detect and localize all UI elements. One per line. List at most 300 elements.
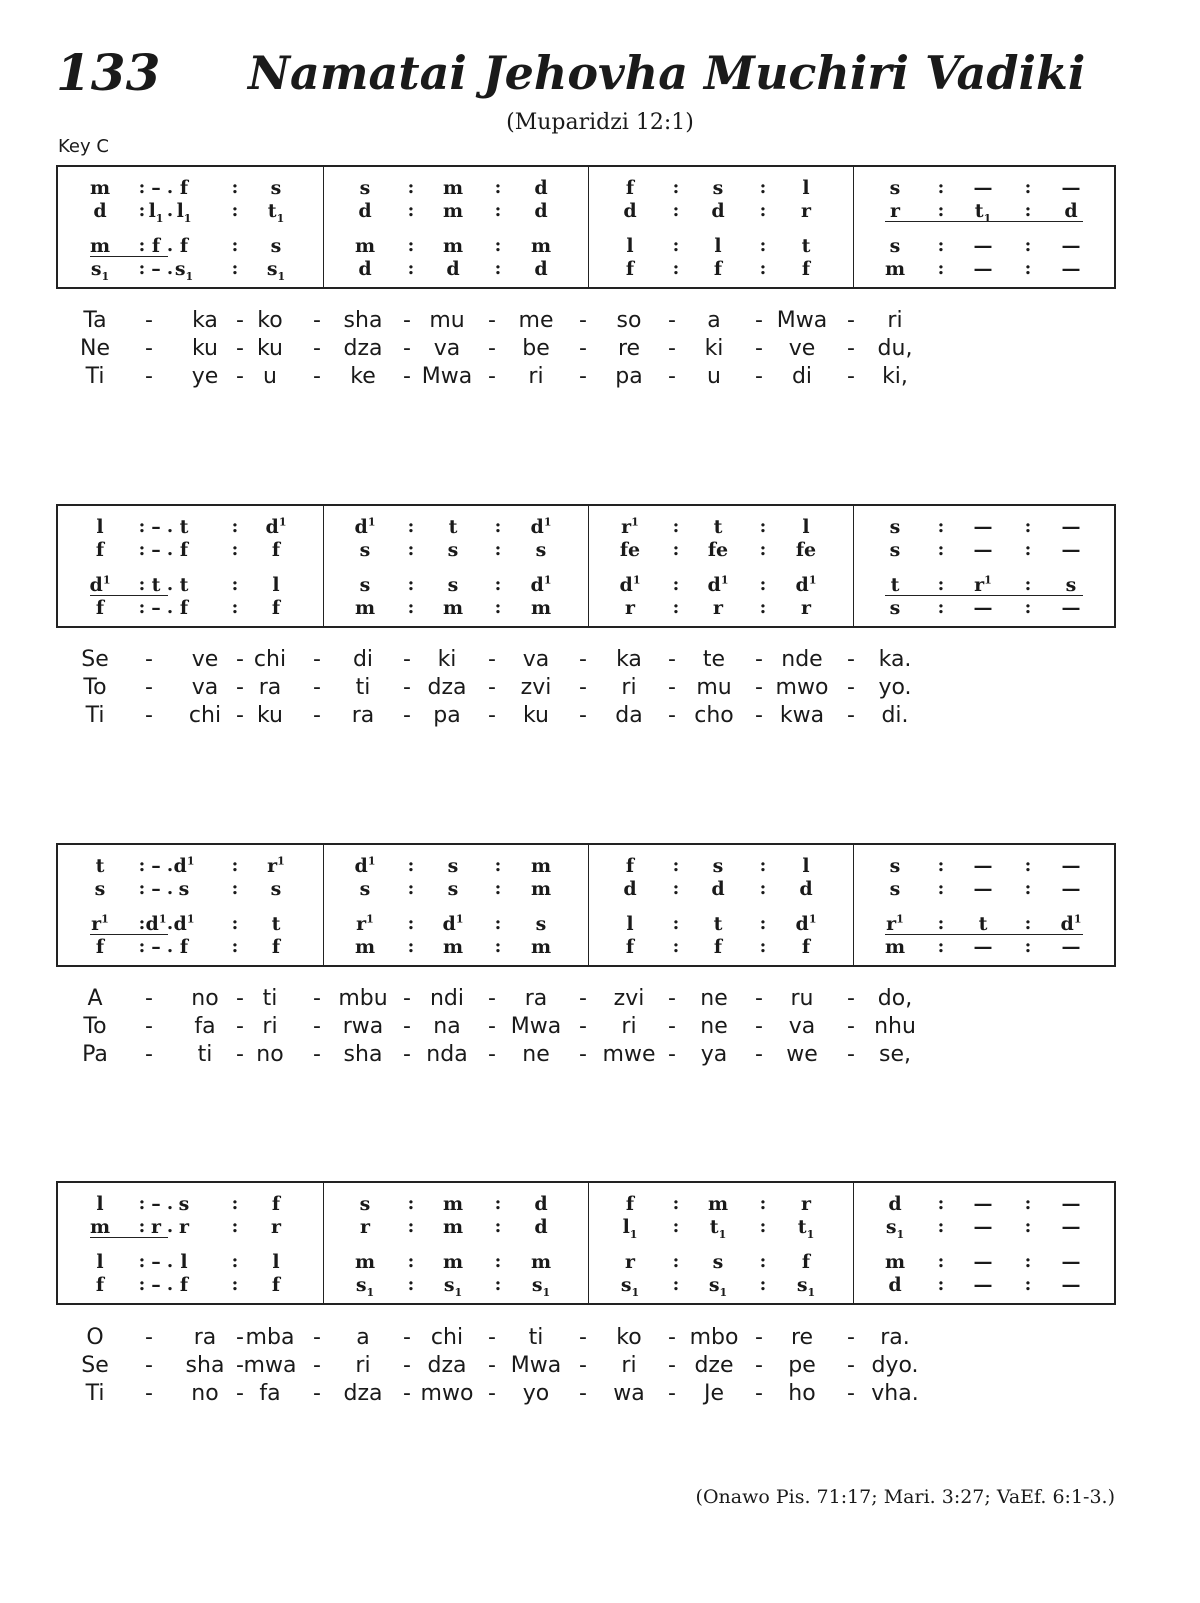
solfa-note: — [1061,1274,1081,1296]
solfa-note: s [447,574,459,596]
solfa-note: d [358,258,372,280]
solfa-note: fe [707,539,729,561]
syllable-hyphen: - [145,647,153,672]
solfa-note: f [801,1251,811,1273]
solfa-note: m [707,1193,729,1215]
syllable-hyphen: - [668,986,676,1011]
beat-separator: : [407,1251,415,1272]
lyric-syllable: chi [430,1325,464,1350]
solfa-note: m [530,855,552,877]
syllable-hyphen: - [236,647,244,672]
lyric-syllable: ne [522,1042,550,1067]
solfa-note: m [530,1251,552,1273]
beat-separator: : [672,878,680,899]
beat-separator: : [231,597,239,618]
solfa-note: $d^1$ [707,573,729,596]
lyric-syllable: ra [524,986,548,1011]
measure [588,845,853,965]
beat-separator: : [138,936,146,957]
solfa-note: s [889,177,901,199]
solfa-note: – [151,258,161,280]
syllable-hyphen: - [145,1325,153,1350]
solfa-note: s [1065,574,1077,596]
solfa-note: – [151,1251,161,1273]
verse-line [0,646,1200,674]
solfa-note: f [271,597,281,619]
beat-separator: : [1024,878,1032,899]
solfa-note: l [802,177,810,199]
solfa-note: — [1061,1216,1081,1238]
lyric-syllable: ri [262,1014,278,1039]
solfa-note: r [624,1251,635,1273]
measure [323,845,588,965]
solfa-note: m [884,258,906,280]
syllable-hyphen: - [403,675,411,700]
lyric-syllable: chi [253,647,287,672]
beat-separator: : [494,597,502,618]
solfa-note: $d^1$ [442,912,464,935]
syllable-hyphen: - [403,986,411,1011]
beat-separator: . [166,1216,174,1237]
lyric-syllable: u [707,364,721,389]
solfa-note: t [890,574,900,596]
lyric-syllable: a [356,1325,370,1350]
syllable-hyphen: - [145,1042,153,1067]
verse-line [0,1013,1200,1041]
syllable-hyphen: - [668,1381,676,1406]
solfa-note: $s_1$ [355,1274,375,1299]
scripture-reference: (Muparidzi 12:1) [506,110,694,135]
solfa-note: f [713,258,723,280]
syllable-hyphen: - [488,1042,496,1067]
solfa-note: t [801,235,811,257]
solfa-note: $s_1$ [708,1274,728,1299]
solfa-note: d [534,1216,548,1238]
solfa-note: m [89,235,111,257]
measure [853,1183,1118,1303]
beat-separator: : [494,1274,502,1295]
lyrics-block [0,985,1200,1075]
solfa-note: d [799,878,813,900]
solfa-note: d [888,1193,902,1215]
lyric-syllable: no [256,1042,284,1067]
solfa-note: $r^1$ [267,854,285,877]
beat-separator: : [494,200,502,221]
solfa-note: m [89,1216,111,1238]
solfa-note: $r^1$ [621,515,639,538]
lyric-syllable: do, [877,986,913,1011]
syllable-hyphen: - [847,1042,855,1067]
solfa-note: f [271,1193,281,1215]
beat-separator: : [407,574,415,595]
measure [323,167,588,287]
syllable-hyphen: - [236,1353,244,1378]
lyric-syllable: Mwa [510,1014,562,1039]
syllable-hyphen: - [313,1381,321,1406]
syllable-hyphen: - [313,675,321,700]
syllable-hyphen: - [668,1042,676,1067]
lyric-syllable: ku [256,336,284,361]
syllable-hyphen: - [847,1381,855,1406]
solfa-note: d [711,200,725,222]
beat-separator: : [407,936,415,957]
solfa-note: $s_1$ [620,1274,640,1299]
solfa-note: $d^1$ [795,912,817,935]
beat-separator: : [231,258,239,279]
solfa-note: l [180,1251,188,1273]
syllable-hyphen: - [236,1381,244,1406]
beat-separator: : [1024,235,1032,256]
syllable-hyphen: - [488,647,496,672]
solfa-note: f [151,235,161,257]
solfa-note: $d^1$ [145,912,167,935]
beat-separator: : [138,177,146,198]
lyric-syllable: du, [877,336,913,361]
solfa-note: f [801,936,811,958]
solfa-note: — [973,878,993,900]
solfa-note: m [442,200,464,222]
beat-separator: : [407,516,415,537]
syllable-hyphen: - [236,1014,244,1039]
beat-separator: : [1024,516,1032,537]
beat-separator: : [407,913,415,934]
syllable-hyphen: - [313,1353,321,1378]
lyrics-block [0,646,1200,736]
solfa-note: – [151,1274,161,1296]
syllable-hyphen: - [668,703,676,728]
lyric-syllable: mu [429,308,465,333]
syllable-hyphen: - [313,308,321,333]
beat-separator: : [231,516,239,537]
lyric-syllable: ku [191,336,219,361]
lyric-syllable: ti [262,986,278,1011]
beat-separator: : [407,1193,415,1214]
syllable-hyphen: - [488,986,496,1011]
syllable-hyphen: - [579,1014,587,1039]
beat-separator: . [166,235,174,256]
lyric-syllable: se, [879,1042,911,1067]
slur-underline [90,1237,168,1238]
lyric-syllable: nhu [874,1014,916,1039]
syllable-hyphen: - [755,647,763,672]
lyric-syllable: ne [700,986,728,1011]
syllable-hyphen: - [488,1325,496,1350]
syllable-hyphen: - [668,675,676,700]
lyric-syllable: re [790,1325,814,1350]
solfa-note: l [714,235,722,257]
solfa-note: — [973,539,993,561]
measure [588,1183,853,1303]
lyric-syllable: Je [703,1381,725,1406]
beat-separator: : [672,235,680,256]
lyric-syllable: so [616,308,642,333]
verse-line [0,1324,1200,1352]
lyric-syllable: sha [343,1042,383,1067]
solfa-note: r [712,597,723,619]
syllable-hyphen: - [847,364,855,389]
solfa-note: $s_1$ [531,1274,551,1299]
syllable-hyphen: - [847,308,855,333]
solfa-note: m [530,597,552,619]
beat-separator: : [231,574,239,595]
solfa-note: m [354,1251,376,1273]
syllable-hyphen: - [313,1042,321,1067]
beat-separator: : [138,913,146,934]
solfa-note: t [713,516,723,538]
lyric-syllable: Ti [85,1381,105,1406]
solfa-note: t [713,913,723,935]
lyric-syllable: di [791,364,813,389]
lyric-syllable: ri [621,675,637,700]
verse-line [0,674,1200,702]
solfa-note: s [359,1193,371,1215]
syllable-hyphen: - [313,364,321,389]
bar-line [853,167,854,287]
solfa-note: t [151,574,161,596]
syllable-hyphen: - [579,1353,587,1378]
solfa-note: $s_1$ [266,258,286,283]
beat-separator: : [672,516,680,537]
solfa-note: d [358,200,372,222]
beat-separator: . [166,855,174,876]
lyric-syllable: ti [355,675,371,700]
syllable-hyphen: - [847,703,855,728]
beat-separator: : [937,1251,945,1272]
solfa-note: – [151,597,161,619]
lyric-syllable: To [83,1014,107,1039]
beat-separator: : [672,597,680,618]
beat-separator: : [1024,913,1032,934]
lyric-syllable: ri [528,364,544,389]
syllable-hyphen: - [579,1381,587,1406]
beat-separator: : [494,574,502,595]
syllable-hyphen: - [488,703,496,728]
hymn-title: Namatai Jehovha Muchiri Vadiki [248,46,1086,100]
syllable-hyphen: - [668,308,676,333]
lyric-syllable: ki [704,336,724,361]
syllable-hyphen: - [313,703,321,728]
solfa-note: s [270,878,282,900]
syllable-hyphen: - [488,336,496,361]
solfa-note: f [95,936,105,958]
syllable-hyphen: - [668,364,676,389]
measure [853,845,1118,965]
syllable-hyphen: - [579,308,587,333]
solfa-note: m [442,1193,464,1215]
solfa-note: s [270,177,282,199]
beat-separator: : [1024,855,1032,876]
solfa-note: $l_1$ [622,1216,638,1241]
syllable-hyphen: - [755,703,763,728]
measure [58,1183,323,1303]
lyric-syllable: me [518,308,554,333]
lyric-syllable: re [617,336,641,361]
beat-separator: : [231,1274,239,1295]
syllable-hyphen: - [755,308,763,333]
solfa-note: s [889,516,901,538]
beat-separator: : [672,1193,680,1214]
solfa-note: $t_1$ [797,1216,815,1241]
bar-line [853,845,854,965]
beat-separator: : [937,936,945,957]
beat-separator: : [759,235,767,256]
beat-separator: : [138,1251,146,1272]
syllable-hyphen: - [403,1014,411,1039]
beat-separator: : [672,200,680,221]
lyric-syllable: Pa [82,1042,108,1067]
syllable-hyphen: - [579,703,587,728]
beat-separator: : [759,574,767,595]
syllable-hyphen: - [236,364,244,389]
solfa-note: $d^1$ [354,515,376,538]
verse-line [0,335,1200,363]
syllable-hyphen: - [668,336,676,361]
lyric-syllable: va [433,336,461,361]
beat-separator: : [138,1216,146,1237]
solfa-note: – [151,878,161,900]
solfa-note: l [626,235,634,257]
beat-separator: : [494,258,502,279]
syllable-hyphen: - [579,675,587,700]
beat-separator: . [166,200,174,221]
measure [58,506,323,626]
beat-separator: : [407,878,415,899]
beat-separator: : [231,200,239,221]
syllable-hyphen: - [847,1353,855,1378]
lyric-syllable: sha [185,1353,225,1378]
syllable-hyphen: - [755,1042,763,1067]
solfa-note: — [973,936,993,958]
lyric-syllable: dza [343,336,383,361]
solfa-note: t [448,516,458,538]
solfa-note: $s_1$ [90,258,110,283]
solfa-note: s [889,855,901,877]
lyric-syllable: ru [790,986,814,1011]
lyric-syllable: ri [621,1014,637,1039]
beat-separator: : [231,177,239,198]
syllable-hyphen: - [145,703,153,728]
beat-separator: : [672,177,680,198]
solfa-note: $s_1$ [885,1216,905,1241]
solfa-note: s [535,913,547,935]
syllable-hyphen: - [236,986,244,1011]
beat-separator: : [494,235,502,256]
lyric-syllable: ri [887,308,903,333]
solfa-note: d [446,258,460,280]
lyric-syllable: mba [245,1325,295,1350]
solfa-note: d [534,1193,548,1215]
beat-separator: : [138,878,146,899]
beat-separator: : [672,1274,680,1295]
syllable-hyphen: - [847,1014,855,1039]
beat-separator: : [1024,1251,1032,1272]
syllable-hyphen: - [847,986,855,1011]
score-system [56,504,1116,628]
solfa-note: $s_1$ [174,258,194,283]
solfa-note: l [96,1251,104,1273]
solfa-note: — [973,1193,993,1215]
lyric-syllable: Ti [85,364,105,389]
solfa-note: d [623,878,637,900]
slur-underline [885,595,1083,596]
lyric-syllable: a [707,308,721,333]
lyric-syllable: dza [427,675,467,700]
solfa-note: f [625,1193,635,1215]
lyric-syllable: ku [256,703,284,728]
solfa-note: m [530,235,552,257]
lyric-syllable: ka [192,308,218,333]
bar-line [853,1183,854,1303]
beat-separator: . [166,177,174,198]
lyric-syllable: va [522,647,550,672]
solfa-note: t [978,913,988,935]
solfa-note: — [1061,1251,1081,1273]
lyric-syllable: yo. [878,675,912,700]
lyric-syllable: ra [258,675,282,700]
solfa-note: f [95,597,105,619]
solfa-note: f [625,177,635,199]
lyric-syllable: be [522,336,550,361]
solfa-note: — [1061,855,1081,877]
lyric-syllable: rwa [342,1014,384,1039]
lyric-syllable: mwa [243,1353,297,1378]
lyric-syllable: ne [700,1014,728,1039]
lyric-syllable: ko [616,1325,642,1350]
beat-separator: : [672,1251,680,1272]
beat-separator: : [138,1274,146,1295]
lyric-syllable: Mwa [776,308,828,333]
syllable-hyphen: - [313,336,321,361]
solfa-note: m [89,177,111,199]
lyric-syllable: nde [781,647,823,672]
lyric-syllable: yo [522,1381,550,1406]
measure [323,1183,588,1303]
bar-line [588,167,589,287]
beat-separator: : [672,855,680,876]
lyrics-block [0,1324,1200,1414]
solfa-note: – [151,539,161,561]
syllable-hyphen: - [755,364,763,389]
beat-separator: : [672,1216,680,1237]
syllable-hyphen: - [488,675,496,700]
syllable-hyphen: - [403,1381,411,1406]
beat-separator: : [672,936,680,957]
syllable-hyphen: - [403,1353,411,1378]
solfa-note: – [151,516,161,538]
lyric-syllable: ko [257,308,283,333]
beat-separator: : [407,200,415,221]
hymn-number: 133 [56,43,161,102]
lyric-syllable: mwe [602,1042,656,1067]
solfa-note: s [359,177,371,199]
syllable-hyphen: - [145,1353,153,1378]
syllable-hyphen: - [403,1042,411,1067]
solfa-note: m [884,1251,906,1273]
lyric-syllable: cho [694,703,734,728]
beat-separator: : [759,1251,767,1272]
lyric-syllable: Se [81,647,109,672]
beat-separator: : [1024,1216,1032,1237]
solfa-note: — [973,597,993,619]
solfa-note: f [179,539,189,561]
solfa-note: r [150,1216,161,1238]
lyric-syllable: no [191,1381,219,1406]
solfa-note: s [712,177,724,199]
footer-references: (Onawo Pis. 71:17; Mari. 3:27; VaEf. 6:1-3.) [695,1486,1115,1508]
solfa-note: s [359,574,371,596]
lyric-syllable: mu [696,675,732,700]
beat-separator: : [937,1193,945,1214]
